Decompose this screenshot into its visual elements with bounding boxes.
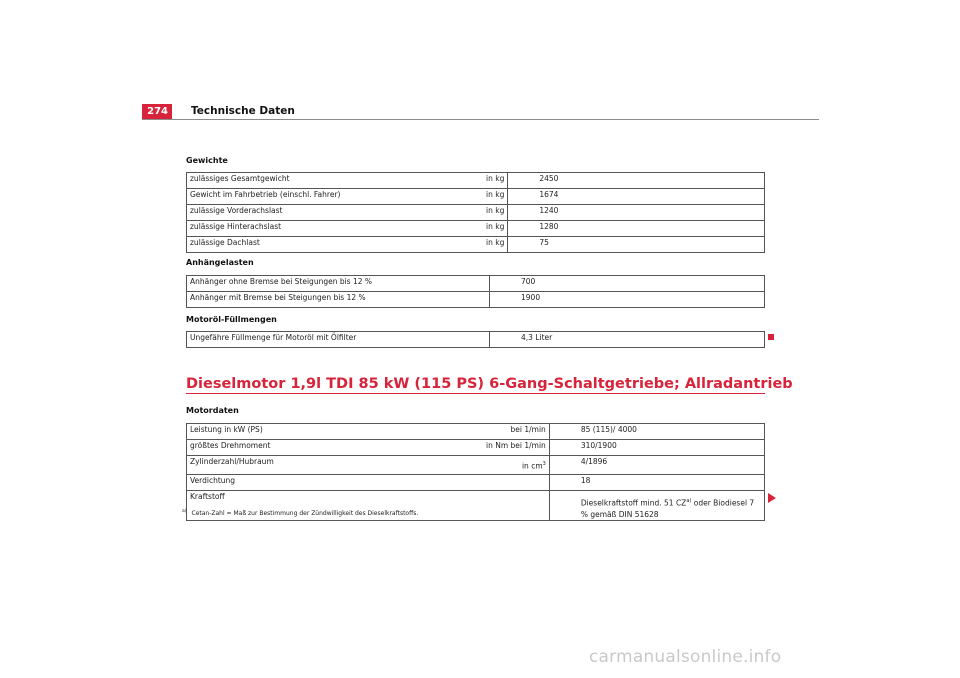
- row-unit: [483, 475, 549, 491]
- row-unit: in Nm bei 1/min: [483, 440, 549, 456]
- row-value: 1674: [508, 189, 765, 205]
- row-value: 700: [490, 276, 765, 292]
- row-value: 75: [508, 237, 765, 253]
- table-row: [187, 292, 765, 308]
- trailer-table: [186, 275, 765, 308]
- table-row: [187, 221, 765, 237]
- table-row: [187, 475, 765, 491]
- row-label: zulässige Vorderachslast: [187, 205, 484, 221]
- section-label-engine-data: Motordaten: [186, 406, 239, 415]
- row-value: 1900: [490, 292, 765, 308]
- weights-table: [186, 172, 765, 253]
- continue-arrow-icon: [768, 493, 776, 503]
- row-label: größtes Drehmoment: [187, 440, 484, 456]
- section-label-oil: Motoröl-Füllmengen: [186, 315, 277, 324]
- row-unit: [483, 456, 549, 475]
- footnote-text: Cetan-Zahl = Maß zur Bestimmung der Zündwilligkeit des Dieselkraftstoffs.: [191, 510, 419, 517]
- fuel-text: Dieselkraftstoff mind. 51 CZ: [580, 498, 687, 508]
- table-row: [187, 424, 765, 440]
- footnote: [182, 509, 418, 517]
- row-unit: in kg: [483, 173, 508, 189]
- footnote-reference: a): [686, 498, 692, 504]
- row-value: 4/1896: [549, 456, 764, 475]
- row-value: 4,3 Liter: [490, 332, 765, 348]
- table-row: [187, 173, 765, 189]
- table-row: [187, 440, 765, 456]
- row-value: 1240: [508, 205, 765, 221]
- row-unit: bei 1/min: [483, 424, 549, 440]
- header-divider: [142, 119, 819, 120]
- row-unit: in kg: [483, 205, 508, 221]
- row-label: zulässiges Gesamtgewicht: [187, 173, 484, 189]
- row-label: Ungefähre Füllmenge für Motoröl mit Ölfilter: [187, 332, 484, 348]
- table-row: [187, 205, 765, 221]
- row-value: 85 (115)/ 4000: [549, 424, 764, 440]
- row-label: zulässige Hinterachslast: [187, 221, 484, 237]
- unit-text: in cm: [521, 461, 543, 471]
- table-row: [187, 189, 765, 205]
- table-row: [187, 276, 765, 292]
- row-label: zulässige Dachlast: [187, 237, 484, 253]
- row-unit: in kg: [483, 189, 508, 205]
- row-label: Leistung in kW (PS): [187, 424, 484, 440]
- row-value: 18: [549, 475, 764, 491]
- row-value: 310/1900: [549, 440, 764, 456]
- row-unit: in kg: [483, 237, 508, 253]
- watermark: carmanualsonline.info: [589, 647, 782, 667]
- row-label: Gewicht im Fahrbetrieb (einschl. Fahrer): [187, 189, 484, 205]
- row-label: Kraftstoff: [187, 491, 484, 521]
- section-end-marker: [768, 334, 774, 340]
- table-row: [187, 237, 765, 253]
- oil-table: [186, 331, 765, 348]
- row-unit: [483, 491, 549, 521]
- table-row: [187, 456, 765, 475]
- row-label: Anhänger ohne Bremse bei Steigungen bis 12 %: [187, 276, 484, 292]
- row-value: 1280: [508, 221, 765, 237]
- row-unit: in kg: [483, 221, 508, 237]
- unit-superscript: 3: [542, 461, 546, 467]
- row-label: Verdichtung: [187, 475, 484, 491]
- row-label: Anhänger mit Bremse bei Steigungen bis 12 %: [187, 292, 484, 308]
- row-value: [549, 491, 764, 521]
- engine-data-table: [186, 423, 765, 521]
- section-label-weights: Gewichte: [186, 156, 228, 165]
- page-header-title: Technische Daten: [191, 105, 295, 117]
- engine-section-title: Dieselmotor 1,9l TDI 85 kW (115 PS) 6-Gang-Schaltgetriebe; Allradantrieb: [186, 376, 793, 392]
- row-value: 2450: [508, 173, 765, 189]
- fuel-text-suffix: oder Biodiesel 7 % gemäß DIN 51628: [580, 498, 755, 519]
- row-label: Zylinderzahl/Hubraum: [187, 456, 484, 475]
- table-row: [187, 332, 765, 348]
- page-number: 274: [142, 104, 172, 119]
- footnote-marker: a): [182, 509, 187, 514]
- title-divider: [186, 393, 765, 394]
- section-label-trailer: Anhängelasten: [186, 258, 254, 267]
